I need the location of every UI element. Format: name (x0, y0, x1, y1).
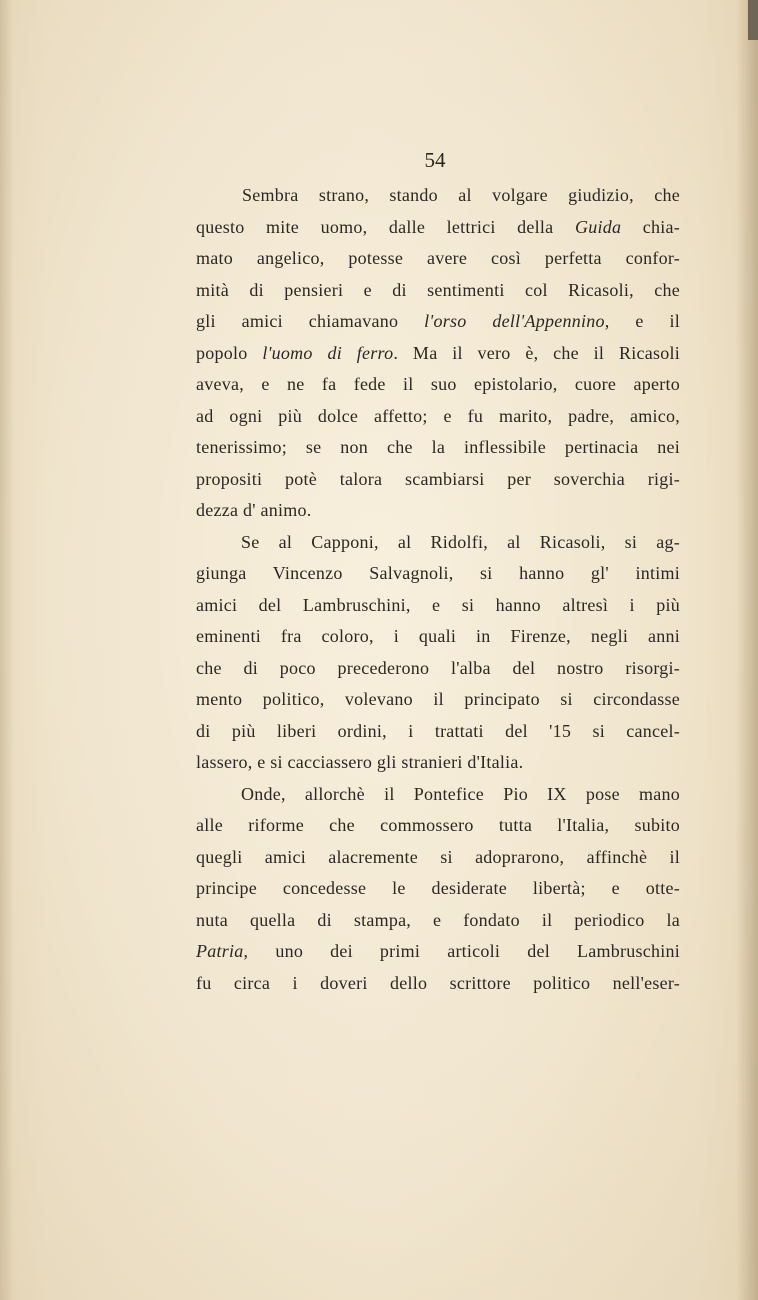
text-line: principe concedesse le desiderate libertà; e otte- (196, 878, 680, 898)
text-line: tenerissimo; se non che la inflessibile pertinacia nei (196, 437, 680, 457)
text-line: Patria, uno dei primi articoli del Lambruschini (196, 941, 680, 961)
page-number: 54 (424, 148, 446, 172)
text-line: alle riforme che commossero tutta l'Italia, subito (196, 815, 680, 835)
text-line: fu circa i doveri dello scrittore politico nell'eser- (196, 972, 680, 993)
text-line: lassero, e si cacciassero gli stranieri d'Italia. (196, 752, 524, 772)
text-line: amici del Lambruschini, e si hanno altresì i più (196, 594, 680, 615)
text-line: Se al Capponi, al Ridolfi, al Ricasoli, si ag- (241, 531, 680, 552)
text-line: eminenti fra coloro, i quali in Firenze, negli anni (196, 626, 680, 646)
italic-title-guida: Guida (574, 216, 622, 237)
text-line: gli amici chiamavano l'orso dell'Appennino, e il (196, 311, 680, 331)
text-line: di più liberi ordini, i trattati del '15 si cancel- (196, 720, 680, 741)
text-line: popolo l'uomo di ferro. Ma il vero è, che il Ricasoli (196, 342, 680, 363)
text-line: dezza d' animo. (196, 500, 312, 520)
text-line: Sembra strano, stando al volgare giudizio, che (242, 185, 680, 205)
page-left-edge-shading (0, 0, 14, 1300)
italic-title-patria: Patria (196, 941, 244, 961)
text-line: quegli amici alacremente si adoprarono, affinchè il (196, 846, 680, 867)
text-line: nuta quella di stampa, e fondato il periodico la (196, 909, 680, 930)
text-line: mità di pensieri e di sentimenti col Ricasoli, che (196, 279, 680, 300)
page-corner-shadow (748, 0, 758, 40)
page-right-edge-shading (736, 0, 758, 1300)
text-line: mato angelico, potesse avere così perfetta confor- (196, 248, 680, 268)
body-text (196, 180, 680, 999)
text-line: mento politico, volevano il principato si circondasse (196, 689, 680, 709)
text-line: Onde, allorchè il Pontefice Pio IX pose mano (241, 783, 680, 804)
text-line: aveva, e ne fa fede il suo epistolario, cuore aperto (196, 374, 680, 394)
text-line: che di poco precederono l'alba del nostro risorgi- (196, 657, 680, 678)
italic-phrase-orso: l'orso dell'Appennino (424, 311, 605, 331)
text-line: questo mite uomo, dalle lettrici della Guida chia- (196, 216, 680, 237)
text-line: giunga Vincenzo Salvagnoli, si hanno gl' intimi (196, 563, 680, 583)
text-line: propositi potè talora scambiarsi per soverchia rigi- (196, 468, 680, 489)
text-line: ad ogni più dolce affetto; e fu marito, padre, amico, (196, 405, 680, 426)
italic-phrase-uomo: l'uomo di ferro (262, 342, 394, 363)
